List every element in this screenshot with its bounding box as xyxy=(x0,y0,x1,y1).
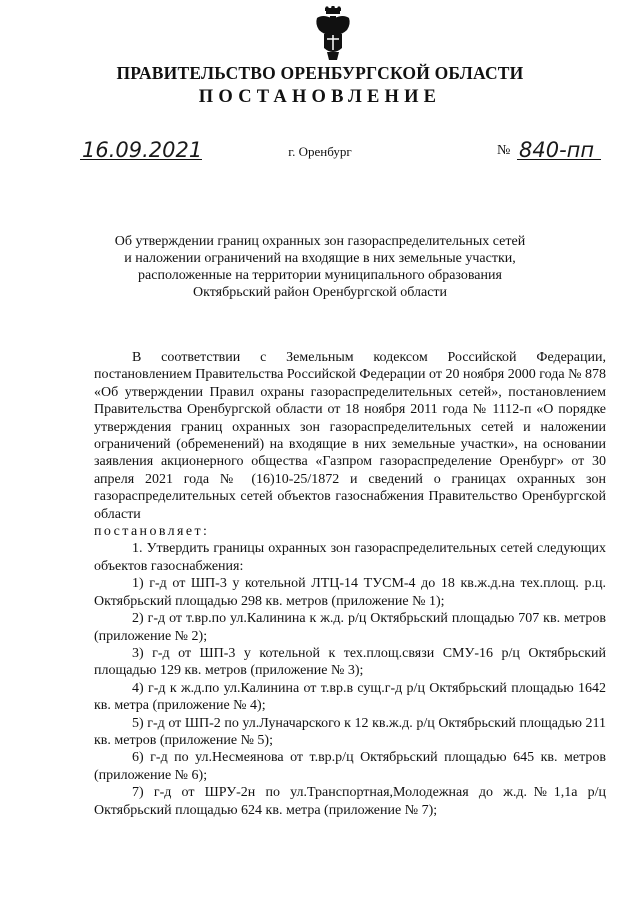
subject-line: Октябрьский район Оренбургской области xyxy=(192,285,448,300)
orenburg-coat-of-arms-icon xyxy=(313,6,353,62)
government-title: ПРАВИТЕЛЬСТВО ОРЕНБУРГСКОЙ ОБЛАСТИ xyxy=(116,63,524,83)
list-item: 7) г-д от ШРУ-2н по ул.Транспортная,Молодежная до ж.д.№1,1а р/ц Октябрьский площадью 624 кв. метра (приложение № 7); xyxy=(94,785,606,818)
list-item: 5) г-д от ШП-2 по ул.Луначарского к 12 кв.ж.д. р/ц Октябрьский площадью 211 кв. метров (приложение № 5); xyxy=(94,715,606,748)
subject-line: расположенные на территории муниципального образования xyxy=(138,268,502,283)
list-item: 1) г-д от ШП-3 у котельной ЛТЦ-14 ТУСМ-4 до 18 кв.ж.д.на тех.площ. р.ц. Октябрьский площадью 298 кв. метров (приложение № 1); xyxy=(94,576,606,609)
handwritten-number: 840-пп xyxy=(519,138,595,162)
point-1-paragraph: 1. Утвердить границы охранных зон газораспределительных сетей следующих объектов газоснабжения: xyxy=(94,541,606,574)
document-body xyxy=(94,349,606,819)
document-subject xyxy=(0,233,640,301)
subject-line: Об утверждении границ охранных зон газораспределительных сетей xyxy=(114,234,526,249)
number-field xyxy=(497,138,601,164)
document-type-title: ПОСТАНОВЛЕНИЕ xyxy=(198,87,442,107)
city-label: г. Оренбург xyxy=(288,144,352,159)
subject-line: и наложении ограничений на входящие в них земельные участки, xyxy=(124,251,516,266)
handwritten-date: 16.09.2021 xyxy=(82,138,203,162)
decree-word: постановляет: xyxy=(94,524,210,540)
list-item: 4) г-д к ж.д.по ул.Калинина от т.вр.в сущ.г-д р/ц Октябрьский площадью 1642 кв. метра (приложение № 4); xyxy=(94,680,606,714)
number-underline xyxy=(517,159,601,160)
list-item: 3) г-д от ШП-3 у котельной к тех.площ.связи СМУ-16 р/ц Октябрьский площадью 129 кв. метров (приложение № 3); xyxy=(94,645,606,679)
list-item: 2) г-д от т.вр.по ул.Калинина к ж.д. р/ц Октябрьский площадью 707 кв. метров (приложение № 2); xyxy=(94,611,606,644)
preamble-paragraph: В соответствии с Земельным кодексом Российской Федерации, постановлением Правительства Российской Федерации от 20 ноября 2000 года № 878 «Об утверждении Правил охраны газораспределительных сетей», постановлением Правительства Оренбургской области от 18 ноября 2011 года № 1112-п «О порядке утверждения границ охранных зон газораспределительных сетей и наложении ограничений (обременений) на входящие в них земельные участки», на основании заявления акционерного общества «Газпром газораспределение Оренбург» от 30 апреля 2021 года № (16)10-25/1872 и сведений о границах охранных зон газораспределительных сетей объектов газоснабжения Правительство Оренбургской области xyxy=(94,350,606,522)
list-item: 6) г-д по ул.Несмеянова от т.вр.р/ц Октябрьский площадью 645 кв. метров (приложение № 6); xyxy=(94,750,606,783)
number-sign: № xyxy=(497,143,511,158)
